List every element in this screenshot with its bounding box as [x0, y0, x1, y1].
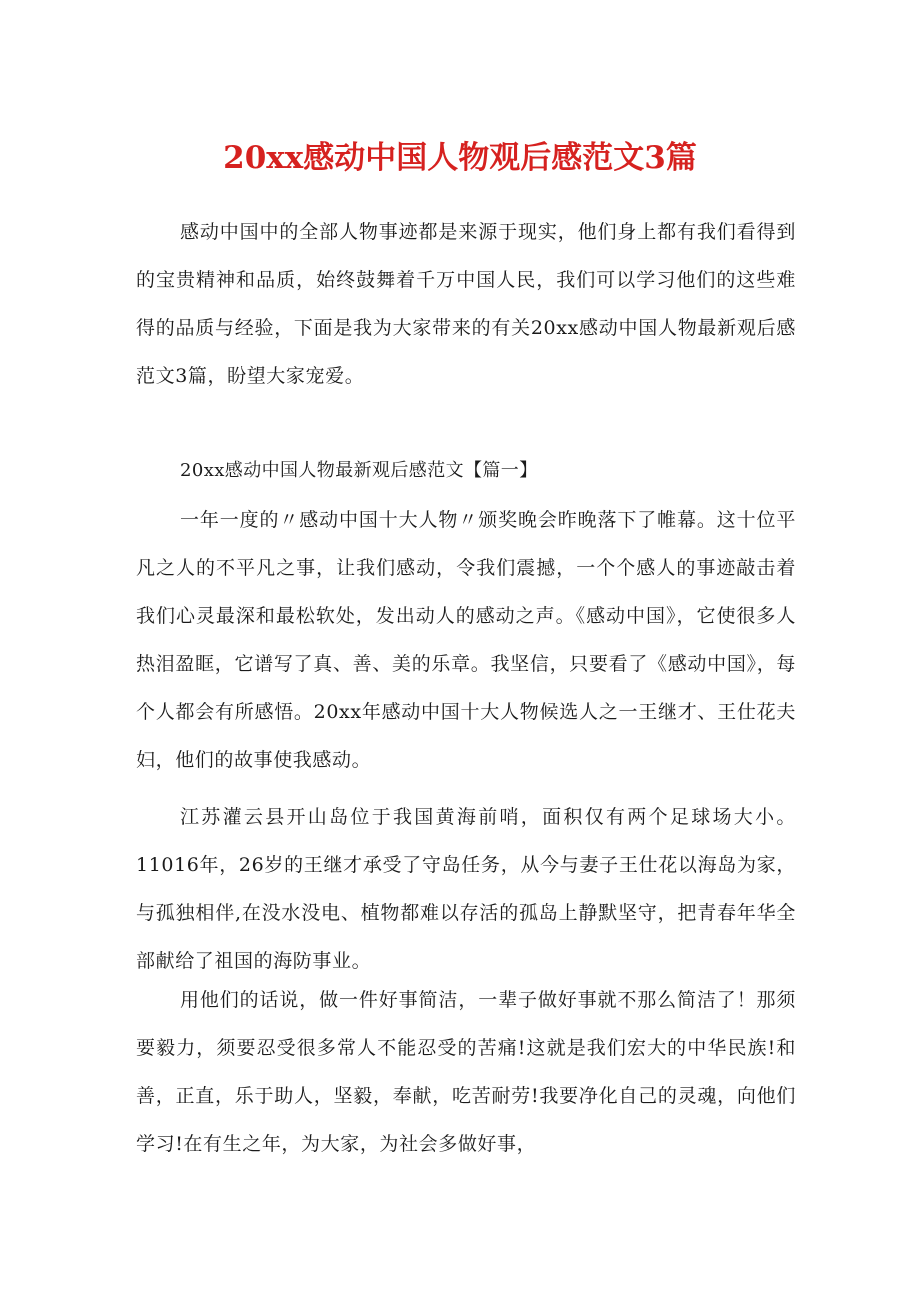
section-heading: 20xx感动中国人物最新观后感范文【篇一】: [180, 460, 538, 481]
intro-paragraph: 感动中国中的全部人物事迹都是来源于现实，他们身上都有我们看得到的宝贵精神和品质，始终鼓舞着千万中国人民，我们可以学习他们的这些难得的品质与经验，下面是我为大家带来的有关20xx感动中国人物最新观后感范文3篇，盼望大家宠爱。: [136, 221, 796, 387]
document-title: 20xx感动中国人物观后感范文3篇: [223, 140, 697, 176]
body-paragraph-3: 用他们的话说，做一件好事简洁，一辈子做好事就不那么简洁了！那须要毅力，须要忍受很多常人不能忍受的苦痛!这就是我们宏大的中华民族!和善，正直，乐于助人，坚毅，奉献，吃苦耐劳!我要净化自己的灵魂，向他们学习!在有生之年，为大家，为社会多做好事，: [136, 989, 796, 1155]
body-paragraph-2: 江苏灌云县开山岛位于我国黄海前哨，面积仅有两个足球场大小。11016年，26岁的王继才承受了守岛任务，从今与妻子王仕花以海岛为家，与孤独相伴,在没水没电、植物都难以存活的孤岛上静默坚守，把青春年华全部献给了祖国的海防事业。: [136, 806, 796, 972]
body-paragraph-1: 一年一度的〃感动中国十大人物〃颁奖晚会昨晚落下了帷幕。这十位平凡之人的不平凡之事，让我们感动，令我们震撼，一个个感人的事迹敲击着我们心灵最深和最松软处，发出动人的感动之声。《感动中国》，它使很多人热泪盈眶，它谱写了真、善、美的乐章。我坚信，只要看了《感动中国》，每个人都会有所感悟。20xx年感动中国十大人物候选人之一王继才、王仕花夫妇，他们的故事使我感动。: [136, 509, 796, 771]
